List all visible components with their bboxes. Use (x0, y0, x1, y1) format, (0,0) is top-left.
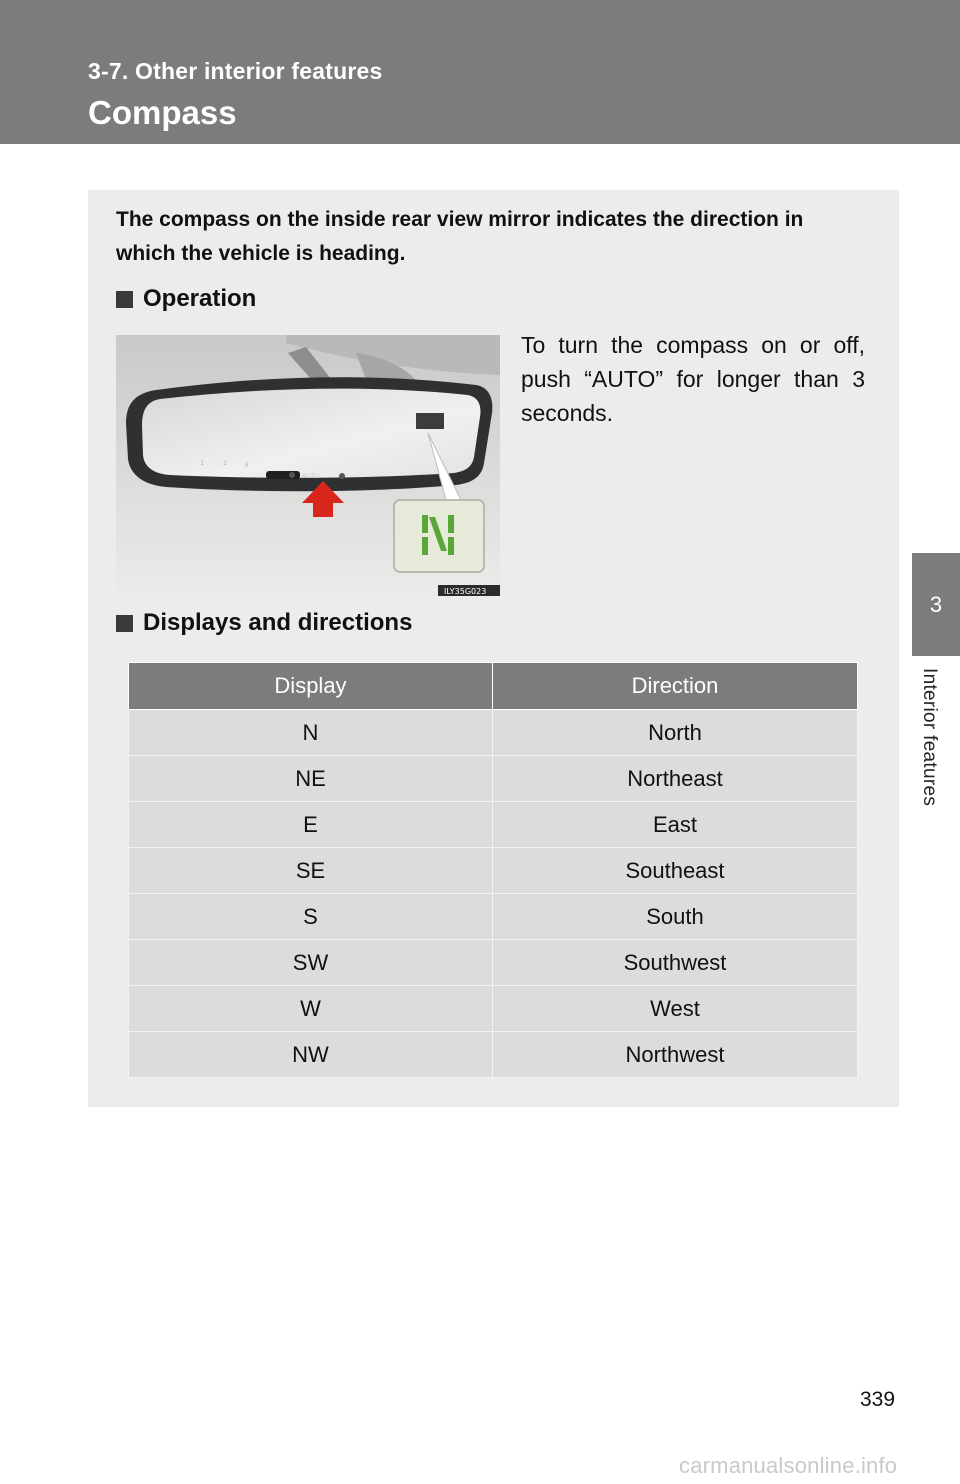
display-cell: S (129, 894, 493, 940)
directions-table (128, 662, 858, 1078)
table-row (129, 848, 858, 894)
operation-heading-label: Operation (143, 285, 257, 312)
mirror-illustration (116, 335, 500, 596)
display-cell: N (129, 710, 493, 756)
table-header-row (129, 663, 858, 710)
displays-heading-label: Displays and directions (143, 609, 413, 636)
display-cell: E (129, 802, 493, 848)
display-cell: SE (129, 848, 493, 894)
table-row (129, 802, 858, 848)
table-row (129, 940, 858, 986)
direction-cell: Southwest (493, 940, 858, 986)
chapter-tab (912, 553, 960, 656)
display-cell: NE (129, 756, 493, 802)
square-bullet-icon (116, 615, 133, 632)
page-header (0, 0, 960, 144)
table-row (129, 986, 858, 1032)
table-row (129, 756, 858, 802)
direction-cell: Northwest (493, 1032, 858, 1078)
operation-instruction: To turn the compass on or off, push “AUTO” for longer than 3 seconds. (521, 332, 865, 426)
page-title: Compass (88, 94, 237, 131)
direction-cell: South (493, 894, 858, 940)
direction-cell: Northeast (493, 756, 858, 802)
direction-cell: West (493, 986, 858, 1032)
intro-text: The compass on the inside rear view mirror indicates the direction in which the vehicle is heading. (116, 208, 804, 265)
column-header-display: Display (129, 663, 493, 710)
display-cell: SW (129, 940, 493, 986)
button-label-auto: AUTO (302, 473, 319, 480)
table-row (129, 894, 858, 940)
square-bullet-icon (116, 291, 133, 308)
button-label-2: 2 (223, 459, 228, 467)
watermark: carmanualsonline.info (679, 1453, 898, 1478)
display-cell: W (129, 986, 493, 1032)
direction-cell: Southeast (493, 848, 858, 894)
chapter-number: 3 (929, 591, 943, 617)
direction-cell: North (493, 710, 858, 756)
page-number: 339 (860, 1388, 896, 1411)
direction-cell: East (493, 802, 858, 848)
column-header-direction: Direction (493, 663, 858, 710)
table-row (129, 1032, 858, 1078)
button-label-3: 3 (244, 461, 249, 469)
button-label-1: 1 (200, 459, 205, 467)
operation-heading (116, 285, 256, 313)
section-label: 3-7. Other interior features (88, 58, 383, 84)
figure-code: ILY35G023 (444, 587, 487, 596)
chapter-label: Interior features (919, 668, 940, 807)
displays-heading (116, 609, 412, 637)
display-cell: NW (129, 1032, 493, 1078)
table-row (129, 710, 858, 756)
